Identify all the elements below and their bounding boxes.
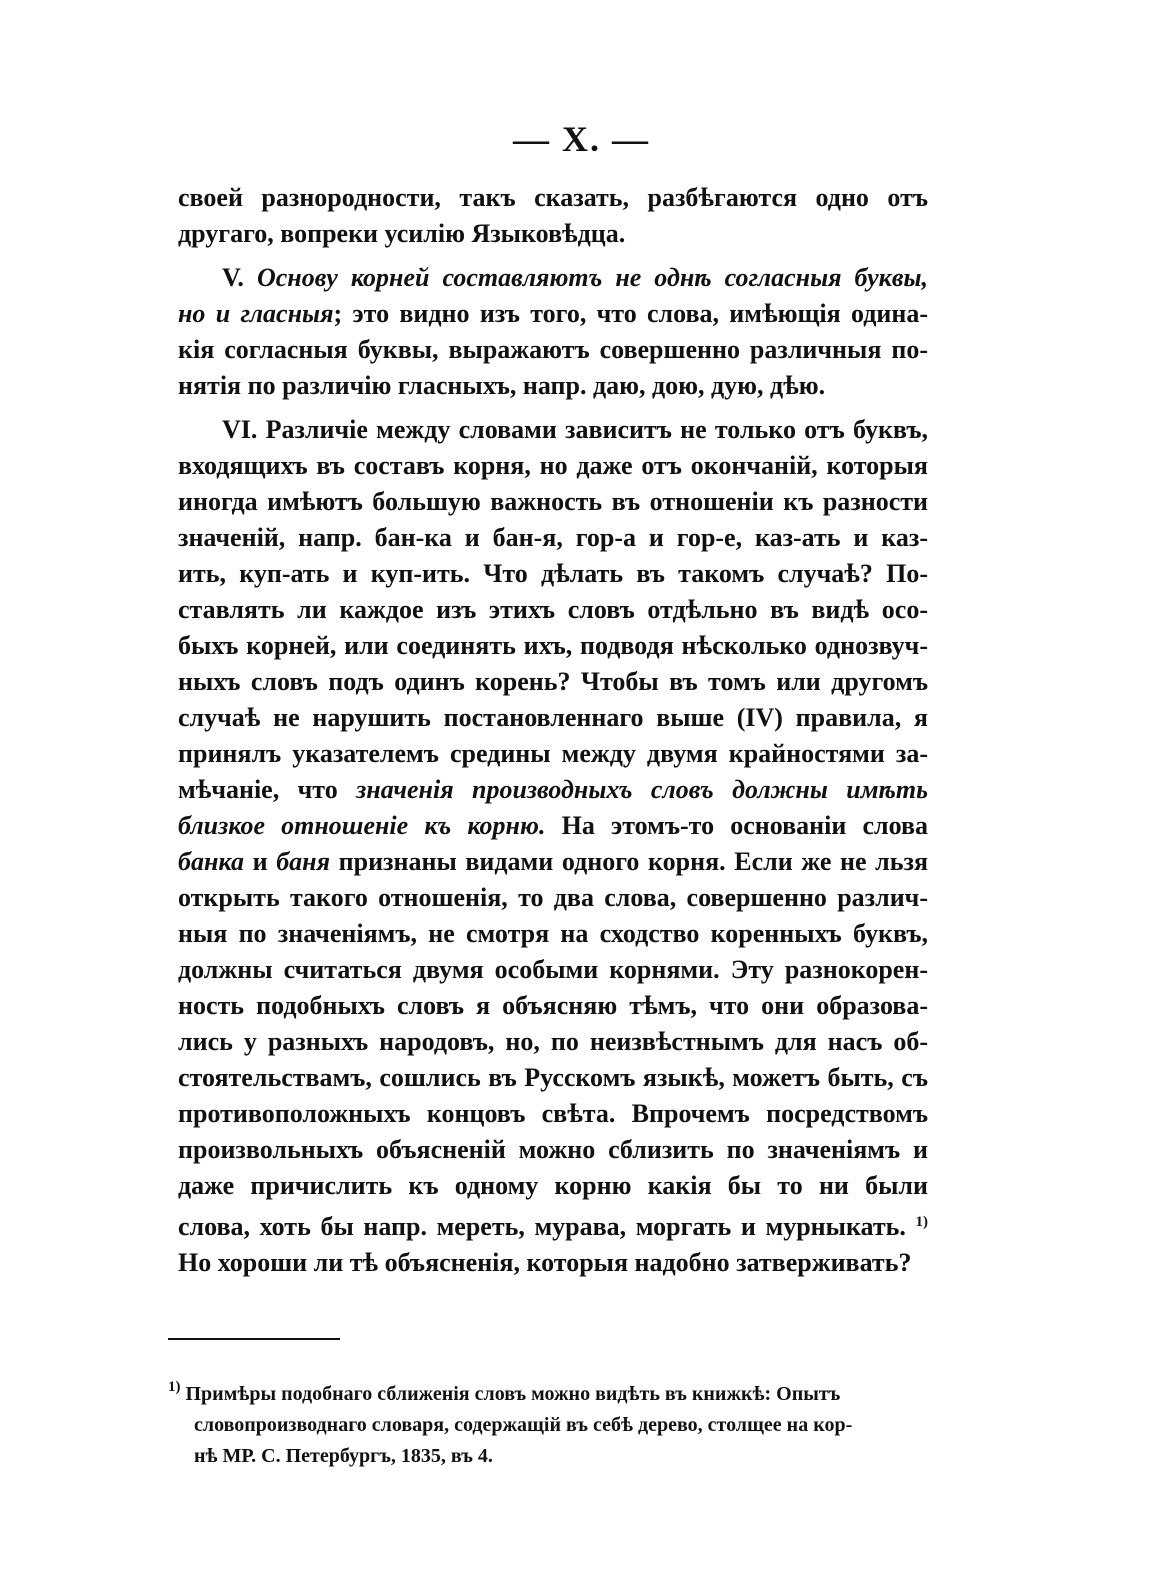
main-text [178, 180, 928, 1281]
text-line: ить, куп-ать и куп-ить. Что дѣлать въ такомъ случаѣ? По- [178, 559, 928, 588]
footnote-line: нѣ МР. С. Петербургъ, 1835, въ 4. [194, 1445, 493, 1467]
emphasis-text: банка [178, 847, 244, 876]
text-line: принялъ указателемъ средины между двумя крайностями за- [178, 739, 928, 768]
text-line: ность подобныхъ словъ я объясняю тѣмъ, что они образова- [178, 991, 928, 1020]
text-line: стоятельствамъ, сошлись въ Русскомъ языкѣ, можетъ быть, съ [178, 1063, 928, 1092]
text-line: иногда имѣютъ большую важность въ отношеніи къ разности [178, 487, 928, 516]
text-line: ныхъ словъ подъ одинъ корень? Чтобы въ томъ или другомъ [178, 667, 928, 696]
text-line: ныя по значеніямъ, не смотря на сходство коренныхъ буквъ, [178, 919, 928, 948]
text-line: Но хороши ли тѣ объясненія, которыя надобно затверживать? [178, 1248, 912, 1277]
text-line: своей разнородности, такъ сказать, разбѣгаются одно отъ [178, 183, 928, 212]
text-line: быхъ корней, или соединять ихъ, подводя нѣсколько однозвуч- [178, 631, 928, 660]
emphasis-text: значенія производныхъ словъ должны имѣть [356, 775, 929, 804]
text-line [178, 260, 928, 296]
text-line: значеній, напр. бан-ка и бан-я, гор-а и гор-е, каз-ать и каз- [178, 523, 928, 552]
footnote-line: $^{1)}$ Примѣры подобнаго сближенія словъ можно видѣть въ книжкѣ: Опытъ [168, 1379, 841, 1405]
footnote-line: словопроизводнаго словаря, содержащій въ себѣ дерево, столщее на кор- [194, 1414, 853, 1436]
text-line: должны считаться двумя особыми корнями. Эту разнокорен- [178, 955, 928, 984]
text-line: банка и баня признаны видами одного корня. Если же не льзя [178, 847, 929, 876]
text-line: мѣчаніе, что значенія производныхъ словъ должны имѣть [178, 775, 929, 804]
text-line: входящихъ въ составъ корня, но даже отъ окончаній, которыя [178, 451, 928, 480]
footnote-reference[interactable]: 1) [915, 1214, 928, 1230]
text-line: другаго, вопреки усилію Языковѣдца. [178, 219, 626, 248]
emphasis-text: но и гласныя [178, 299, 334, 328]
page-number: — X. — [513, 119, 650, 159]
text-line: даже причислить къ одному корню какія бы то ни были [178, 1171, 928, 1200]
emphasis-text: близкое отношеніе къ корню. [178, 811, 546, 840]
text-line: близкое отношеніе къ корню. На этомъ-то основаніи слова [178, 811, 928, 840]
emphasis-text: баня [276, 847, 330, 876]
footnote-divider [168, 1338, 340, 1340]
section-number: V. [222, 263, 244, 292]
emphasis-text: Основу корней составляютъ не однѣ согласныя буквы, [256, 263, 929, 292]
text-line: лись у разныхъ народовъ, но, по неизвѣстнымъ для насъ об- [178, 1027, 928, 1056]
text-line: случаѣ не нарушить постановленнаго выше (IV) правила, я [178, 703, 928, 732]
text-line: произвольныхъ объясненій можно сблизить по значеніямъ и [178, 1135, 928, 1164]
text-line: кія согласныя буквы, выражаютъ совершенно различныя по- [178, 335, 928, 364]
footnote [168, 1372, 920, 1472]
footnote-marker: 1) [168, 1379, 181, 1395]
text-line: ставлять ли каждое изъ этихъ словъ отдѣльно въ видѣ осо- [178, 595, 928, 624]
text-line: открыть такого отношенія, то два слова, совершенно различ- [178, 883, 928, 912]
text-line: VI. Различіе между словами зависитъ не только отъ буквъ, [222, 415, 928, 444]
text-line: нятія по различію гласныхъ, напр. даю, дою, дую, дѣю. [178, 371, 826, 400]
text-line: но и гласныя; это видно изъ того, что слова, имѣющія одина- [178, 299, 929, 328]
text-line: слова, хоть бы напр. мереть, мурава, моргать и мурныкать. $^{1)}$ [178, 1212, 928, 1241]
text-line: противоположныхъ концовъ свѣта. Впрочемъ посредствомъ [178, 1099, 928, 1128]
